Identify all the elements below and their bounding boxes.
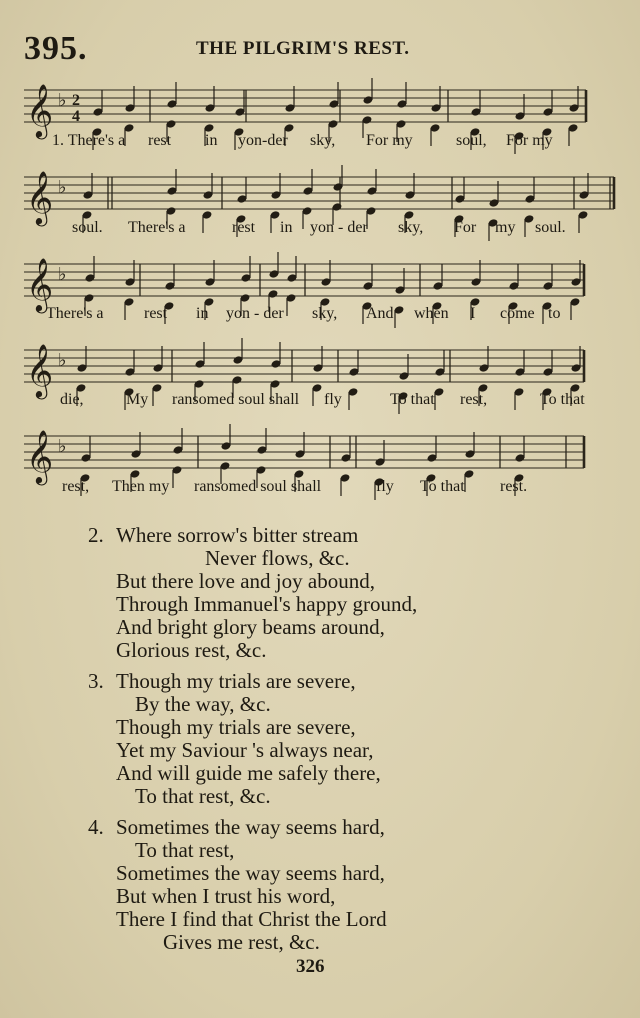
verse-line: And will guide me safely there, [116, 761, 381, 785]
lyric-word: yon - der [226, 305, 284, 322]
lyric-word: soul. [535, 219, 566, 236]
verse-line: To that rest, &c. [135, 784, 271, 808]
svg-text:♭: ♭ [58, 264, 67, 285]
lyric-word: For my [366, 132, 413, 149]
lyric-word: Then my [112, 478, 170, 495]
svg-text:♭: ♭ [58, 90, 67, 111]
lyric-word: My [126, 391, 149, 408]
verse-line: Glorious rest, &c. [116, 638, 267, 662]
lyric-word: my [495, 219, 516, 236]
verse-line: Yet my Saviour 's always near, [116, 738, 374, 762]
lyric-word: There's a [46, 305, 104, 322]
verse-line: Though my trials are severe, [116, 715, 356, 739]
lyric-word: fly [376, 478, 394, 495]
lyric-word: rest [148, 132, 172, 149]
verse-line: 3. Though my trials are severe, [88, 669, 356, 693]
svg-text:4: 4 [72, 108, 80, 125]
verse-line: By the way, &c. [135, 692, 271, 716]
lyric-word: To that [390, 391, 435, 408]
lyric-word: soul. [72, 219, 103, 236]
svg-text:𝄞: 𝄞 [26, 429, 54, 483]
verse-line: And bright glory beams around, [116, 615, 385, 639]
lyric-word: sky, [398, 219, 424, 236]
lyric-word: when [414, 305, 449, 322]
lyric-word: To that [540, 391, 585, 408]
verse-number: 4. [88, 815, 104, 839]
verse-number: 2. [88, 523, 104, 547]
lyric-word: ransomed soul shall [194, 478, 322, 495]
hymn-title: THE PILGRIM'S REST. [196, 38, 410, 59]
svg-text:♭: ♭ [58, 436, 67, 457]
svg-text:♭: ♭ [58, 350, 67, 371]
lyric-word: yon-der [238, 132, 288, 149]
verse-line: 4. Sometimes the way seems hard, [88, 815, 385, 839]
lyric-word: To that [420, 478, 465, 495]
lyric-word: yon - der [310, 219, 368, 236]
lyric-word: rest [232, 219, 256, 236]
lyric-word: die, [60, 391, 84, 408]
verse-line: Sometimes the way seems hard, [116, 861, 385, 885]
verse-line: But there love and joy abound, [116, 569, 375, 593]
lyric-word: rest, [460, 391, 488, 408]
hymn-number: 395. [24, 30, 88, 67]
svg-text:𝄞: 𝄞 [26, 83, 54, 137]
lyric-word: And [366, 305, 394, 322]
verse-line: Never flows, &c. [205, 546, 350, 570]
verse-line: But when I trust his word, [116, 884, 336, 908]
lyric-word: 1. There's a [52, 132, 126, 149]
verse-line: 2. Where sorrow's bitter stream [88, 523, 359, 547]
verse-line: Through Immanuel's happy ground, [116, 592, 418, 616]
verse-2 [88, 524, 417, 662]
lyric-word: There's a [128, 219, 186, 236]
svg-text:♭: ♭ [58, 177, 67, 198]
verse-3 [88, 670, 381, 808]
lyric-word: I [470, 305, 476, 322]
verse-line: To that rest, [135, 838, 235, 862]
verse-line: Gives me rest, &c. [163, 930, 320, 954]
svg-text:𝄞: 𝄞 [26, 257, 54, 311]
lyric-word: to [548, 305, 561, 322]
lyric-word: rest [144, 305, 168, 322]
lyric-word: sky, [312, 305, 338, 322]
verse-line: There I find that Christ the Lord [116, 907, 387, 931]
lyric-word: come [500, 305, 535, 322]
lyric-word: in [205, 132, 218, 149]
svg-text:2: 2 [72, 92, 80, 109]
lyric-word: ransomed soul shall [172, 391, 300, 408]
lyric-word: rest, [62, 478, 90, 495]
lyric-word: in [280, 219, 293, 236]
svg-text:𝄞: 𝄞 [26, 343, 54, 397]
lyric-word: For my [506, 132, 553, 149]
svg-text:𝄞: 𝄞 [26, 170, 54, 224]
lyric-word: soul, [456, 132, 487, 149]
verse-4 [88, 816, 387, 954]
verse-number: 3. [88, 669, 104, 693]
lyric-word: fly [324, 391, 342, 408]
page-number: 326 [296, 956, 325, 977]
lyric-word: For [454, 219, 477, 236]
lyric-word: in [196, 305, 209, 322]
lyric-word: rest. [500, 478, 528, 495]
lyric-word: sky, [310, 132, 336, 149]
